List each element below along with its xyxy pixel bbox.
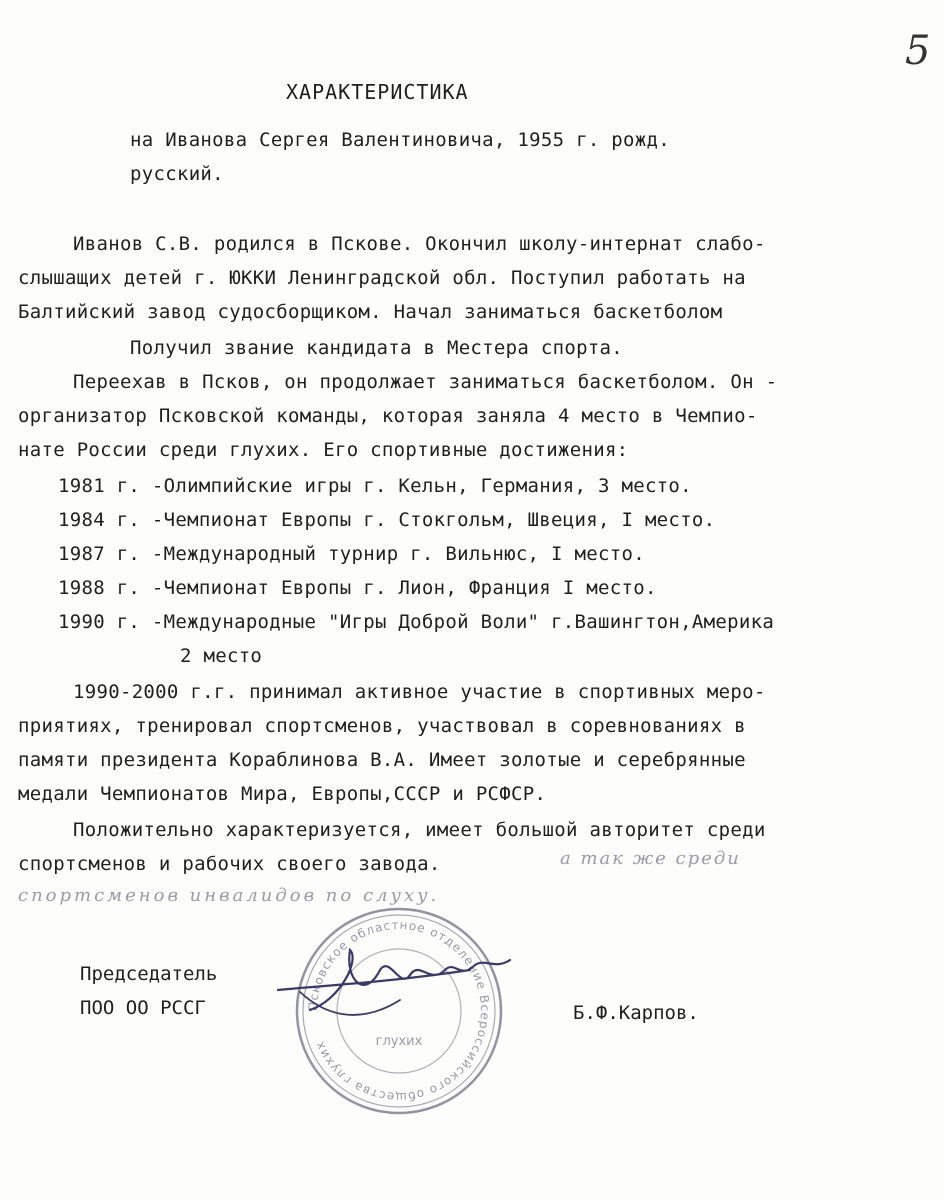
achievement-line: 1988 г. -Чемпионат Европы г. Лион, Франция I место. — [58, 577, 657, 599]
body-line: Переехав в Псков, он продолжает заниматься баскетболом. Он - — [73, 371, 778, 393]
body-line: спортсменов и рабочих своего завода. — [18, 853, 441, 875]
stamp-center-text: глухих — [375, 1034, 423, 1049]
achievement-line: 1987 г. -Международный турнир г. Вильнюс, I место. — [58, 543, 645, 565]
body-line: Иванов С.В. родился в Пскове. Окончил школу-интернат слабо- — [73, 233, 766, 255]
nationality-line: русский. — [130, 163, 224, 185]
achievement-line: 2 место — [180, 645, 263, 667]
body-line: слышащих детей г. ЮККИ Ленинградской обл. Поступил работать на — [18, 267, 746, 289]
body-line: 1990-2000 г.г. принимал активное участие в спортивных меро- — [73, 681, 766, 703]
signatory-organization: ПОО ОО РССГ — [80, 997, 206, 1019]
body-line: медали Чемпионатов Мира, Европы,СССР и РСФСР. — [18, 783, 547, 805]
achievement-line: 1990 г. -Международные "Игры Доброй Воли" г.Вашингтон,Америка — [58, 611, 775, 633]
handwritten-note: а так же среди — [560, 848, 741, 869]
page-number: 5 — [905, 28, 931, 74]
document-title: ХАРАКТЕРИСТИКА — [286, 80, 469, 104]
subject-line: на Иванова Сергея Валентиновича, 1955 г. рожд. — [130, 129, 670, 151]
achievement-line: 1981 г. -Олимпийские игры г. Кельн, Германия, 3 место. — [58, 475, 692, 497]
signatory-title: Председатель — [80, 963, 218, 985]
body-line: памяти президента Кораблинова В.А. Имеет золотые и серебрянные — [18, 749, 746, 771]
body-line: организатор Псковской команды, которая заняла 4 место в Чемпио- — [18, 405, 758, 427]
body-line: Положительно характеризуется, имеет большой авторитет среди — [73, 819, 766, 841]
achievement-line: 1984 г. -Чемпионат Европы г. Стокгольм, Швеция, I место. — [58, 509, 716, 531]
signature-mark — [270, 930, 570, 1040]
stamp-ring-text: Псковское областное отделение Всероссийского общества глухих — [305, 917, 493, 1105]
body-line: приятиях, тренировал спортсменов, участвовал в соревнованиях в — [18, 715, 746, 737]
body-line: Балтийский завод судосборщиком. Начал заниматься баскетболом — [18, 301, 723, 323]
body-line: Получил звание кандидата в Местера спорта. — [130, 337, 624, 359]
signatory-name: Б.Ф.Карпов. — [573, 1002, 699, 1024]
body-line: нате России среди глухих. Его спортивные достижения: — [18, 439, 629, 461]
handwritten-note: спортсменов инвалидов по слуху. — [18, 885, 440, 906]
